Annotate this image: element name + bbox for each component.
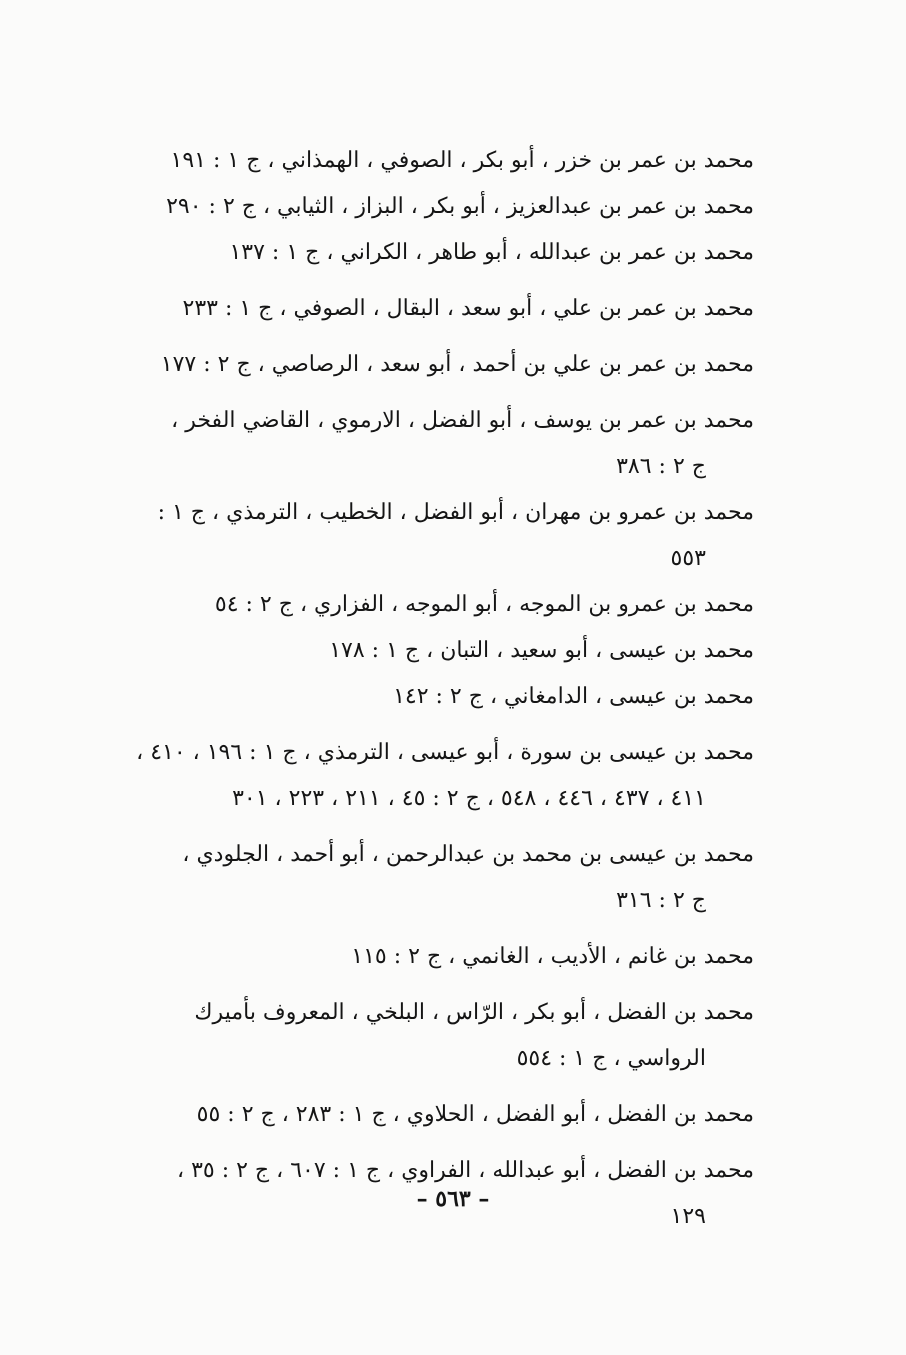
page-number: – ٥٦٣ – [416, 1186, 490, 1212]
entry-continuation: ٥٥٣ [670, 546, 706, 571]
entry-text: محمد بن عيسى بن سورة ، أبو عيسى ، الترمذي ، ج ١ : ١٩٦ ، ٤١٠ ، [136, 740, 754, 765]
index-entries [114, 138, 754, 1240]
entry-text: محمد بن الفضل ، أبو بكر ، الرّاس ، البلخي ، المعروف بأميرك [194, 1000, 754, 1025]
entry-text: محمد بن عمر بن علي ، أبو سعد ، البقال ، الصوفي ، ج ١ : ٢٣٣ [182, 296, 754, 321]
index-entry [114, 398, 754, 490]
entry-text: محمد بن عمر بن عبدالعزيز ، أبو بكر ، البزاز ، الثيابي ، ج ٢ : ٢٩٠ [166, 194, 754, 219]
entry-text: محمد بن الفضل ، أبو الفضل ، الحلاوي ، ج ١ : ٢٨٣ ، ج ٢ : ٥٥ [196, 1102, 754, 1127]
index-entry [114, 286, 754, 332]
entry-text: محمد بن عمر بن عبدالله ، أبو طاهر ، الكراني ، ج ١ : ١٣٧ [229, 240, 754, 265]
entry-continuation: ج ٢ : ٣٨٦ [616, 454, 706, 479]
entry-text: محمد بن غانم ، الأديب ، الغانمي ، ج ٢ : ١١٥ [351, 944, 754, 969]
index-entry [114, 674, 754, 720]
entry-text: محمد بن عمرو بن الموجه ، أبو الموجه ، الفزاري ، ج ٢ : ٥٤ [214, 592, 754, 617]
index-entry [114, 1092, 754, 1138]
entry-text: محمد بن عمر بن علي بن أحمد ، أبو سعد ، الرصاصي ، ج ٢ : ١٧٧ [160, 352, 754, 377]
index-entry [114, 184, 754, 230]
index-entry [114, 934, 754, 980]
entry-text: محمد بن عمر بن يوسف ، أبو الفضل ، الارموي ، القاضي الفخر ، [171, 408, 754, 433]
entry-text: محمد بن الفضل ، أبو عبدالله ، الفراوي ، ج ١ : ٦٠٧ ، ج ٢ : ٣٥ ، [176, 1158, 754, 1183]
index-entry [114, 990, 754, 1082]
index-entry [114, 628, 754, 674]
entry-text: محمد بن عيسى بن محمد بن عبدالرحمن ، أبو أحمد ، الجلودي ، [182, 842, 754, 867]
entry-text: محمد بن عيسى ، الدامغاني ، ج ٢ : ١٤٢ [393, 684, 754, 709]
entry-continuation: ٤١١ ، ٤٣٧ ، ٤٤٦ ، ٥٤٨ ، ج ٢ : ٤٥ ، ٢١١ ، ٢٢٣ ، ٣٠١ [232, 786, 706, 811]
entry-text: محمد بن عمرو بن مهران ، أبو الفضل ، الخطيب ، الترمذي ، ج ١ : [157, 500, 754, 525]
index-entry [114, 490, 754, 582]
entry-continuation: ١٢٩ [670, 1204, 706, 1229]
index-entry [114, 138, 754, 184]
index-entry [114, 342, 754, 388]
entry-text: محمد بن عمر بن خزر ، أبو بكر ، الصوفي ، الهمذاني ، ج ١ : ١٩١ [170, 148, 754, 173]
entry-continuation: ج ٢ : ٣١٦ [616, 888, 706, 913]
index-entry [114, 832, 754, 924]
index-entry [114, 582, 754, 628]
entry-text: محمد بن عيسى ، أبو سعيد ، التبان ، ج ١ : ١٧٨ [329, 638, 754, 663]
entry-continuation: الرواسي ، ج ١ : ٥٥٤ [516, 1046, 706, 1071]
index-entry [114, 730, 754, 822]
index-entry [114, 230, 754, 276]
